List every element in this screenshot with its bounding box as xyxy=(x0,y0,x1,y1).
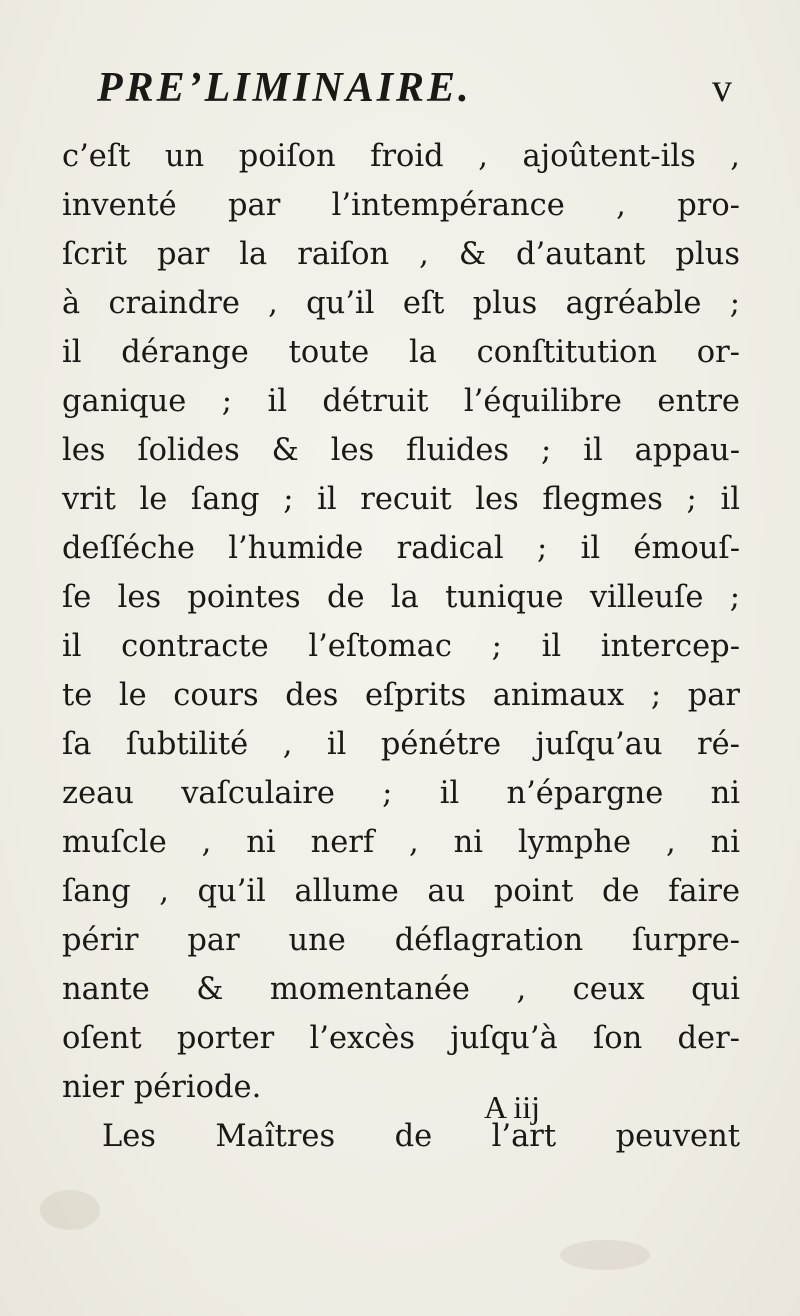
signature-mark: A iij xyxy=(484,1089,541,1125)
text-line-indented: Les Maîtres de l’art peuvent xyxy=(102,1119,740,1154)
text-line: il dérange toute la conſtitution or- xyxy=(62,335,740,370)
text-line: vrit le ſang ; il recuit les flegmes ; il xyxy=(62,482,740,517)
paper-stain xyxy=(40,1190,100,1230)
text-line: ſang , qu’il allume au point de faire xyxy=(62,874,740,909)
text-line: ſa ſubtilité , il pénétre juſqu’au ré- xyxy=(62,727,740,762)
text-line: c’eſt un poiſon froid , ajoûtent-ils , xyxy=(62,139,740,174)
page-number: v xyxy=(712,65,732,110)
text-line: nante & momentanée , ceux qui xyxy=(62,972,740,1007)
text-line: zeau vaſculaire ; il n’épargne ni xyxy=(62,776,740,811)
text-line: ſe les pointes de la tunique villeuſe ; xyxy=(62,580,740,615)
text-line: à craindre , qu’il eſt plus agréable ; xyxy=(62,286,740,321)
running-header xyxy=(97,58,732,118)
text-line: ſcrit par la raiſon , & d’autant plus xyxy=(62,237,740,272)
text-line: deſſéche l’humide radical ; il émouſ- xyxy=(62,531,740,566)
text-line: ganique ; il détruit l’équilibre entre xyxy=(62,384,740,419)
text-line: les ſolides & les fluides ; il appau- xyxy=(62,433,740,468)
text-line: inventé par l’intempérance , pro- xyxy=(62,188,740,223)
body-text xyxy=(62,132,740,1161)
paper-stain xyxy=(560,1240,650,1270)
text-line: oſent porter l’excès juſqu’à ſon der- xyxy=(62,1021,740,1056)
text-line: nier période. xyxy=(62,1070,262,1105)
text-line: il contracte l’eſtomac ; il intercep- xyxy=(62,629,740,664)
running-title: PRE’LIMINAIRE. xyxy=(97,65,472,111)
text-line: muſcle , ni nerf , ni lymphe , ni xyxy=(62,825,740,860)
text-line: te le cours des eſprits animaux ; par xyxy=(62,678,740,713)
text-line: périr par une déflagration ſurpre- xyxy=(62,923,740,958)
